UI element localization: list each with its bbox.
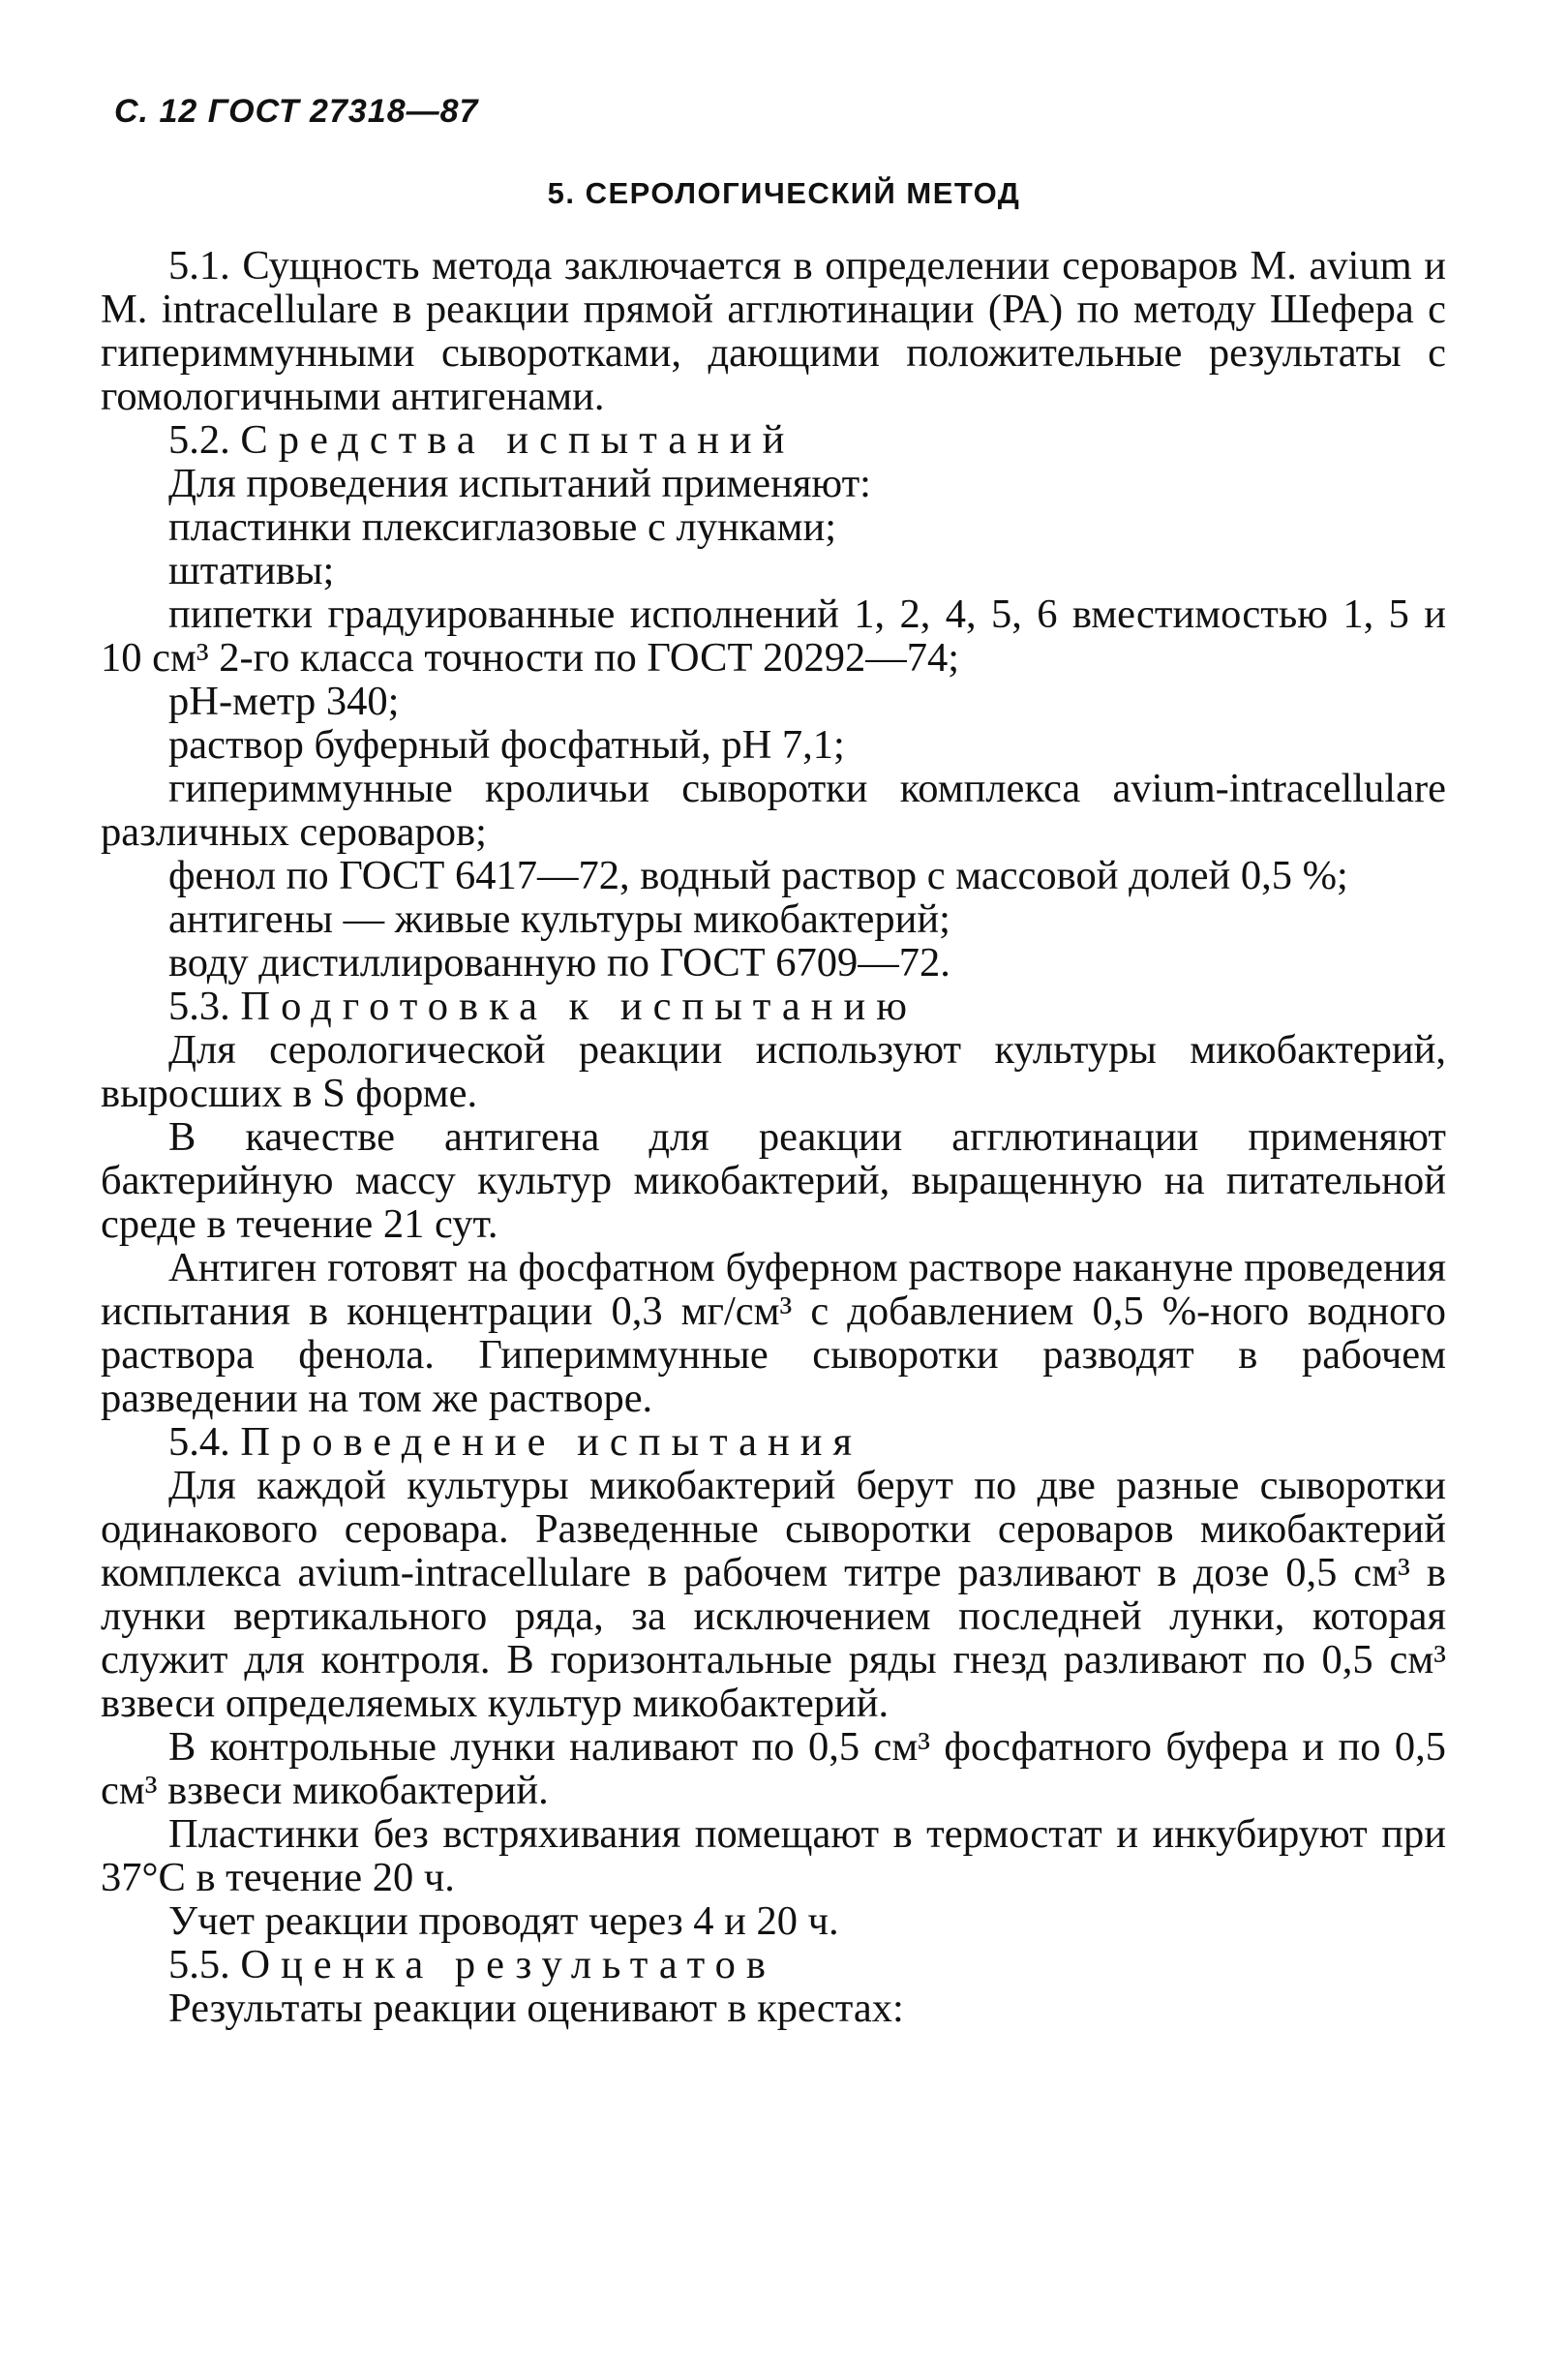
list-item: штативы; — [168, 548, 335, 593]
subheading-number: 5.3. — [168, 984, 230, 1029]
list-item: антигены — живые культуры микобактерий; — [168, 896, 950, 942]
section-title: 5. СЕРОЛОГИЧЕСКИЙ МЕТОД — [547, 176, 1021, 210]
list-item: гипериммунные кроличьи сыворотки комплекса avium-intracellulare различных сероваров; — [101, 766, 1446, 855]
paragraph: В контрольные лунки наливают по 0,5 см³ фосфатного буфера и по 0,5 см³ взвеси микобактерий. — [101, 1724, 1446, 1813]
subheading-number: 5.5. — [168, 1942, 230, 1987]
subheading-title: Проведение испытания — [240, 1419, 863, 1465]
list-item: пипетки градуированные исполнений 1, 2, 4, 5, 6 вместимостью 1, 5 и 10 см³ 2-го класса точности по ГОСТ 20292—74; — [101, 591, 1446, 681]
list-item: пластинки плексиглазовые с лунками; — [168, 504, 837, 550]
subheading-5-5 — [101, 1943, 1446, 1986]
paragraph: Антиген готовят на фосфатном буферном растворе накануне проведения испытания в концентрации 0,3 мг/см³ с добавлением 0,5 %-ного водного раствора фенола. Гипериммунные сыворотки разводят в рабочем разведении на том же растворе. — [101, 1245, 1446, 1421]
subheading-number: 5.2. — [168, 417, 230, 463]
list-item: фенол по ГОСТ 6417—72, водный раствор с массовой долей 0,5 %; — [168, 853, 1348, 898]
list-item: воду дистиллированную по ГОСТ 6709—72. — [168, 940, 950, 985]
paragraph: Для каждой культуры микобактерий берут по две разные сыворотки одинакового серовара. Разведенные сыворотки сероваров микобактерий комплекса avium-intracellulare в рабочем титре разливают в дозе 0,5 см³ в лунки вертикального ряда, за исключением последней лунки, которая служит для контроля. В горизонтальные ряды гнезд разливают по 0,5 см³ взвеси определяемых культур микобактерий. — [101, 1463, 1446, 1726]
paragraph: В качестве антигена для реакции агглютинации применяют бактерийную массу культур микобактерий, выращенную на питательной среде в течение 21 сут. — [101, 1114, 1446, 1247]
subheading-5-2 — [101, 418, 1446, 462]
paragraph-5-2-intro: Для проведения испытаний применяют: — [168, 461, 871, 506]
running-head: С. 12 ГОСТ 27318—87 — [114, 93, 479, 130]
paragraph: Для серологической реакции используют культуры микобактерий, выросших в S форме. — [101, 1027, 1446, 1116]
paragraph: Учет реакции проводят через 4 и 20 ч. — [168, 1898, 839, 1944]
list-item: рН-метр 340; — [168, 679, 400, 724]
subheading-title: Подготовка к испытанию — [240, 984, 918, 1029]
subheading-title: Оценка результатов — [240, 1942, 776, 1987]
subheading-title: Средства испытаний — [240, 417, 796, 463]
paragraph-5-1: 5.1. Сущность метода заключается в определении сероваров M. avium и M. intracellulare в реакции прямой агглютинации (РА) по методу Шефера с гипериммунными сыворотками, дающими положительные результаты с гомологичными антигенами. — [101, 243, 1446, 419]
paragraph: Пластинки без встряхивания помещают в термостат и инкубируют при 37°С в течение 20 ч. — [101, 1811, 1446, 1900]
document-body — [101, 244, 1446, 2030]
subheading-5-3 — [101, 985, 1446, 1028]
subheading-5-4 — [101, 1420, 1446, 1464]
list-item: раствор буферный фосфатный, рН 7,1; — [168, 722, 845, 768]
paragraph-5-5: Результаты реакции оценивают в крестах: — [168, 1986, 904, 2031]
subheading-number: 5.4. — [168, 1419, 230, 1465]
